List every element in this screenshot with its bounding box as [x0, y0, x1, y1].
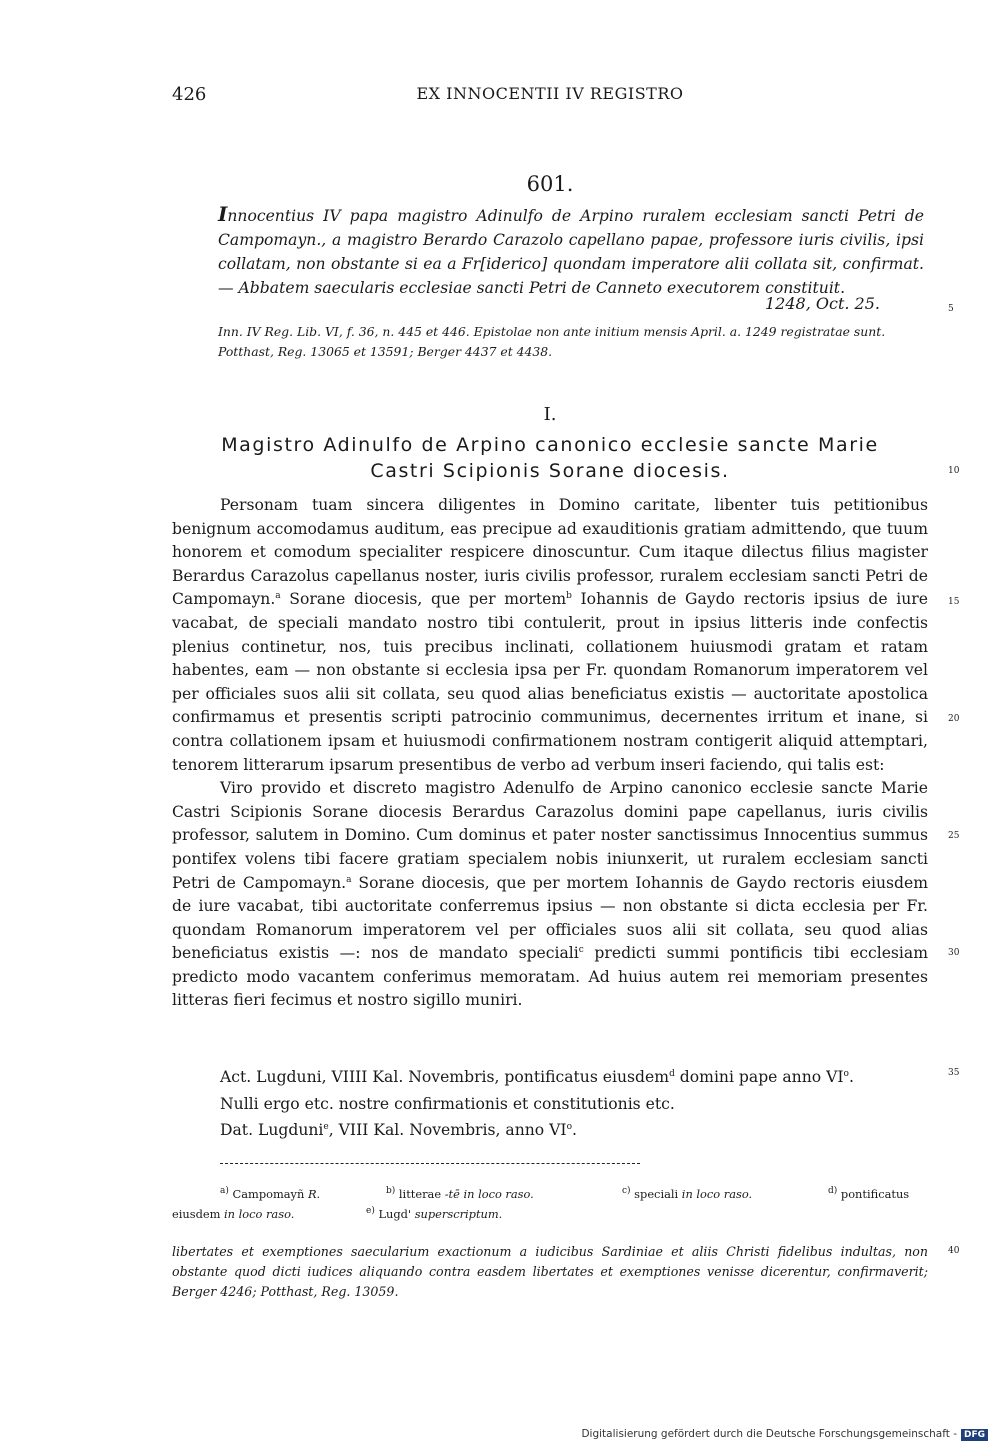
footnote-a: $^{a)}$ Campomayñ R. — [220, 1186, 321, 1201]
line-number: 10 — [948, 466, 960, 476]
letter-address — [172, 432, 928, 484]
body-paragraph: Personam tuam sincera diligentes in Domino caritate, libenter tuis petitionibus benignum accomodamus auditum, eas precipue ad exauditionis gratiam admittendo, que tuum honorem et comodum specialiter respicere dinoscuntur. Cum itaque dilectus filius magister Berardus Carazolus capellanus noster, iuris civilis professor, ruralem ecclesiam sancti Petri de Campomayn.$^a$ Sorane diocesis, que per mortem$^b$ Iohannis de Gaydo rectoris ipsius de iure vacabat, de speciali mandato nostro tibi contulerit, prout in ipsius litteris inde confectis plenius continetur, nos, tuis precibus inclinati, collationem huiusmodi gratam et ratam habentes, eam — non obstante si ecclesia ipsa per Fr. quondam Romanorum imperatorem vel per officiales suos alii sit collata, seu quod alias beneficiatus existis — auctoritate apostolica confirmamus et presentis scripti patrocinio communimus, decernentes irritum et inane, si contra collationem ipsam et huiusmodi confirmationem nostram contigerit aliquid attemptari, tenorem litterarum ipsarum presentibus de verbo ad verbum inseri faciendo, qui talis est: — [172, 496, 928, 774]
dat-line: Dat. Lugduni$^e$, VIII Kal. Novembris, anno $VI^o$. — [220, 1121, 577, 1139]
dfg-logo: DFG — [961, 1429, 988, 1441]
digitization-credit: Digitalisierung gefördert durch die Deutsche Forschungsgemeinschaft - DFG — [581, 1428, 988, 1441]
source-note: Inn. IV Reg. Lib. VI, f. 36, n. 445 et 446. Epistolae non ante initium mensis April. a. 1249 registratae sunt. — [218, 324, 886, 339]
footnote-d: $^{d)}$ pontificatus — [828, 1186, 910, 1201]
letter-date: 1248, Oct. 25. — [764, 294, 880, 313]
running-title: EX INNOCENTII IV REGISTRO — [416, 84, 684, 103]
page-number: 426 — [172, 84, 207, 105]
footnote-ref: a — [275, 591, 281, 602]
line-number: 25 — [948, 831, 960, 841]
footnote-ref: c — [578, 945, 584, 956]
footnote-divider — [220, 1163, 640, 1164]
running-head — [172, 84, 928, 108]
line-number: 20 — [948, 714, 960, 724]
letter-body — [172, 494, 928, 1013]
line-number: 30 — [948, 948, 960, 958]
regest-text: nnocentius IV papa magistro Adinulfo de Arpino ruralem ecclesiam sancti Petri de Campomayn., a magistro Berardo Carazolo capellano papae, professore iuris civilis, ipsi collatam, non obstante si ea a Fr[iderico] quondam imperatore alii collata sit, confirmat. — Abbatem saecularis ecclesiae sancti Petri de Canneto executorem constituit. — [218, 207, 924, 297]
footnote-ref: d — [669, 1068, 675, 1079]
address-line: Castri Scipionis Sorane diocesis. — [370, 460, 730, 482]
address-line: Magistro Adinulfo de Arpino canonico ecclesie sancte Marie — [221, 434, 879, 456]
closing-formulas — [220, 1064, 936, 1144]
source-notes — [218, 322, 924, 362]
section-number: I. — [543, 404, 557, 425]
line-number: 5 — [948, 304, 954, 314]
regest-initial: I — [218, 202, 228, 226]
footnote-ref: e — [323, 1121, 329, 1132]
footnote-e: $^{e)}$ Lugd' superscriptum. — [366, 1206, 503, 1221]
source-note: Potthast, Reg. 13065 et 13591; Berger 4437 et 4438. — [218, 344, 553, 359]
footnote-ref: b — [566, 591, 572, 602]
footnote-ref: a — [346, 874, 352, 885]
body-paragraph: Viro provido et discreto magistro Adenulfo de Arpino canonico ecclesie sancte Marie Castri Scipionis Sorane diocesis Berardus Carazolus domini pape capellanus, iuris civilis professor, salutem in Domino. Cum dominus et pater noster sanctissimus Innocentius summus pontifex volens tibi facere gratiam specialem nobis iniunxerit, ut ruralem ecclesiam sancti Petri de Campomayn.$^a$ Sorane diocesis, que per mortem Iohannis de Gaydo rectoris eiusdem de iure vacabat, tibi auctoritate conferremus ipsius — non obstante si dicta ecclesia per Fr. quondam Romanorum imperatorem vel per officiales suos alii sit collata, seu quod alias beneficiatus existis —: nos de mandato speciali$^c$ predicti summi pontificis tibi ecclesiam predicto modo vacantem conferimus memoratam. Ad huius autem rei memoriam presentes litteras fieri fecimus et nostro sigillo muniri. — [172, 779, 928, 1010]
line-number: 40 — [948, 1246, 960, 1256]
letter-number: 601. — [526, 172, 574, 196]
footnote-c: $^{c)}$ speciali in loco raso. — [622, 1186, 753, 1201]
nulli-line: Nulli ergo etc. nostre confirmationis et constitutionis etc. — [220, 1094, 675, 1113]
line-number: 35 — [948, 1068, 960, 1078]
footnote-b: $^{b)}$ litterae -tē in loco raso. — [386, 1186, 534, 1201]
line-number: 15 — [948, 597, 960, 607]
previous-letter-regest-continuation: libertates et exemptiones saecularium exactionum a iudicibus Sardiniae et aliis Christi fidelibus indultas, non obstante quod dicti iudices aliquando contra easdem libertates et exemptiones venisse dicerentur, confirmaverit; Berger 4246; Potthast, Reg. 13059. — [172, 1244, 928, 1299]
act-line: Act. Lugduni, VIIII Kal. Novembris, pontificatus eiusdem$^d$ domini pape anno $VI^o$. — [220, 1068, 854, 1086]
letter-regest — [218, 202, 924, 300]
footnote-d-continued: eiusdem in loco raso. — [172, 1207, 295, 1221]
